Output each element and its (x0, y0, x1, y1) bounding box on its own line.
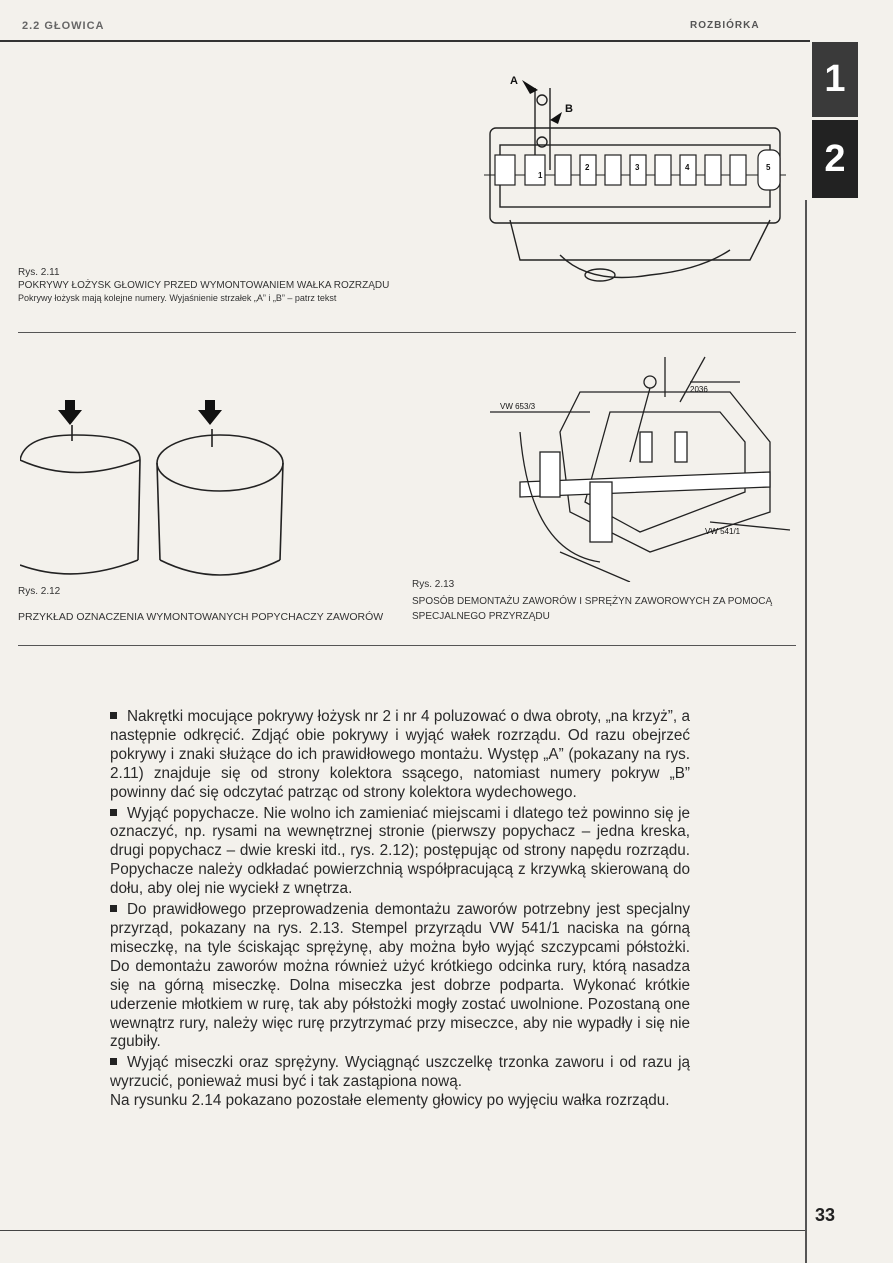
fig211-num-3: 3 (635, 163, 640, 172)
fig213-title-line1: SPOSÓB DEMONTAŻU ZAWORÓW I SPRĘŻYN ZAWOROWYCH ZA POMOCĄ (412, 596, 773, 607)
figure-2-13-valve-tool-drawing (480, 352, 800, 582)
body-text (110, 708, 690, 1111)
bullet-icon (110, 1058, 117, 1065)
chapter-tab-1: 1 (812, 42, 858, 117)
figures-bottom-rule (18, 645, 796, 646)
footer-rule (0, 1230, 805, 1231)
bullet-icon (110, 905, 117, 912)
paragraph-1-text: Nakrętki mocujące pokrywy łożysk nr 2 i nr 4 poluzować o dwa obroty, „na krzyż”, a następnie odkręcić. Zdjąć obie pokrywy i wyjąć wałek rozrządu. Od razu obejrzeć pokrywy i znaki służące do ich prawidłowego montażu. Występ „A” (pokazany na rys. 2.11) znajduje się od strony kolektora ssącego, natomiast numery pokryw „B” powinny dać się odczytać patrząc od strony kolektora wydechowego. (110, 708, 690, 801)
page-number: 33 (815, 1205, 836, 1225)
fig213-label-tool2: 2036 (690, 385, 708, 394)
bullet-icon (110, 809, 117, 816)
paragraph-5 (110, 1092, 690, 1111)
fig213-title-line2: SPECJALNEGO PRZYRZĄDU (412, 611, 550, 622)
paragraph-2-text: Wyjąć popychacze. Nie wolno ich zamieniać miejscami i dlatego też powinno się je oznaczyć, np. rysami na wewnętrznej stronie (pierwszy popychacz – jedna kreska, drugi popychacz – dwie kreski itd., rys. 2.12); postępując od strony napędu rozrządu. Popychacze należy odkładać powierzchnią współpracującą z krzywką skierowaną do dołu, aby olej nie wyciekł z wnętrza. (110, 804, 690, 898)
running-header-right: ROZBIÓRKA (690, 20, 760, 31)
fig211-num-5: 5 (766, 163, 771, 172)
fig211-bottom-rule (18, 332, 796, 333)
fig212-number: Rys. 2.12 (18, 586, 61, 597)
fig212-title: PRZYKŁAD OZNACZENIA WYMONTOWANYCH POPYCHACZY ZAWORÓW (18, 611, 384, 623)
fig211-num-2: 2 (585, 163, 590, 172)
running-header-left: 2.2 GŁOWICA (22, 20, 105, 32)
bullet-icon (110, 712, 117, 719)
chapter-tab-2: 2 (812, 120, 858, 198)
paragraph-2 (110, 805, 690, 900)
figure-2-11-cylinder-head-drawing (470, 70, 800, 300)
fig211-label-a: A (510, 75, 518, 87)
paragraph-1 (110, 708, 690, 803)
fig211-num-1: 1 (538, 171, 543, 180)
fig211-number: Rys. 2.11 (18, 267, 60, 278)
fig213-label-tool1: VW 653/3 (500, 402, 536, 411)
paragraph-5-text: Na rysunku 2.14 pokazano pozostałe elementy głowicy po wyjęciu wałka rozrządu. (110, 1092, 670, 1110)
fig211-title: POKRYWY ŁOŻYSK GŁOWICY PRZED WYMONTOWANIEM WAŁKA ROZRZĄDU (18, 280, 390, 291)
header-rule (0, 40, 810, 42)
fig211-num-4: 4 (685, 163, 690, 172)
right-margin-rule (805, 200, 807, 1263)
paragraph-3 (110, 901, 690, 1052)
paragraph-4-text: Wyjąć miseczki oraz sprężyny. Wyciągnąć uszczelkę trzonka zaworu i od razu ją wyrzucić, ponieważ musi być i tak zastąpiona nową. (110, 1054, 690, 1091)
fig211-label-b: B (565, 103, 573, 115)
figure-2-12-tappets-drawing (20, 395, 320, 595)
fig213-number: Rys. 2.13 (412, 579, 455, 590)
paragraph-3-text: Do prawidłowego przeprowadzenia demontażu zaworów potrzebny jest specjalny przyrząd, pokazany na rys. 2.13. Stempel przyrządu VW 541/1 naciska na górną miseczkę, na tyle ściskając sprężynę, aby można było wyjąć szczypcami półstożki. Do demontażu zaworów można również użyć krótkiego odcinka rury, którą nasadza się na górną miseczkę. Dolna miseczka jest dobrze podparta. Wykonać krótkie uderzenie młotkiem w rurę, tak aby półstożki mogły zostać uwolnione. Pozostaną one wewnątrz rury, należy więc rurę przytrzymać przy miseczce, aby nie wypadły i się nie zgubiły. (110, 901, 690, 1051)
fig211-caption: Pokrywy łożysk mają kolejne numery. Wyjaśnienie strzałek „A” i „B” – patrz tekst (18, 293, 337, 303)
paragraph-4 (110, 1054, 690, 1092)
fig213-label-tool3: VW 541/1 (705, 527, 741, 536)
